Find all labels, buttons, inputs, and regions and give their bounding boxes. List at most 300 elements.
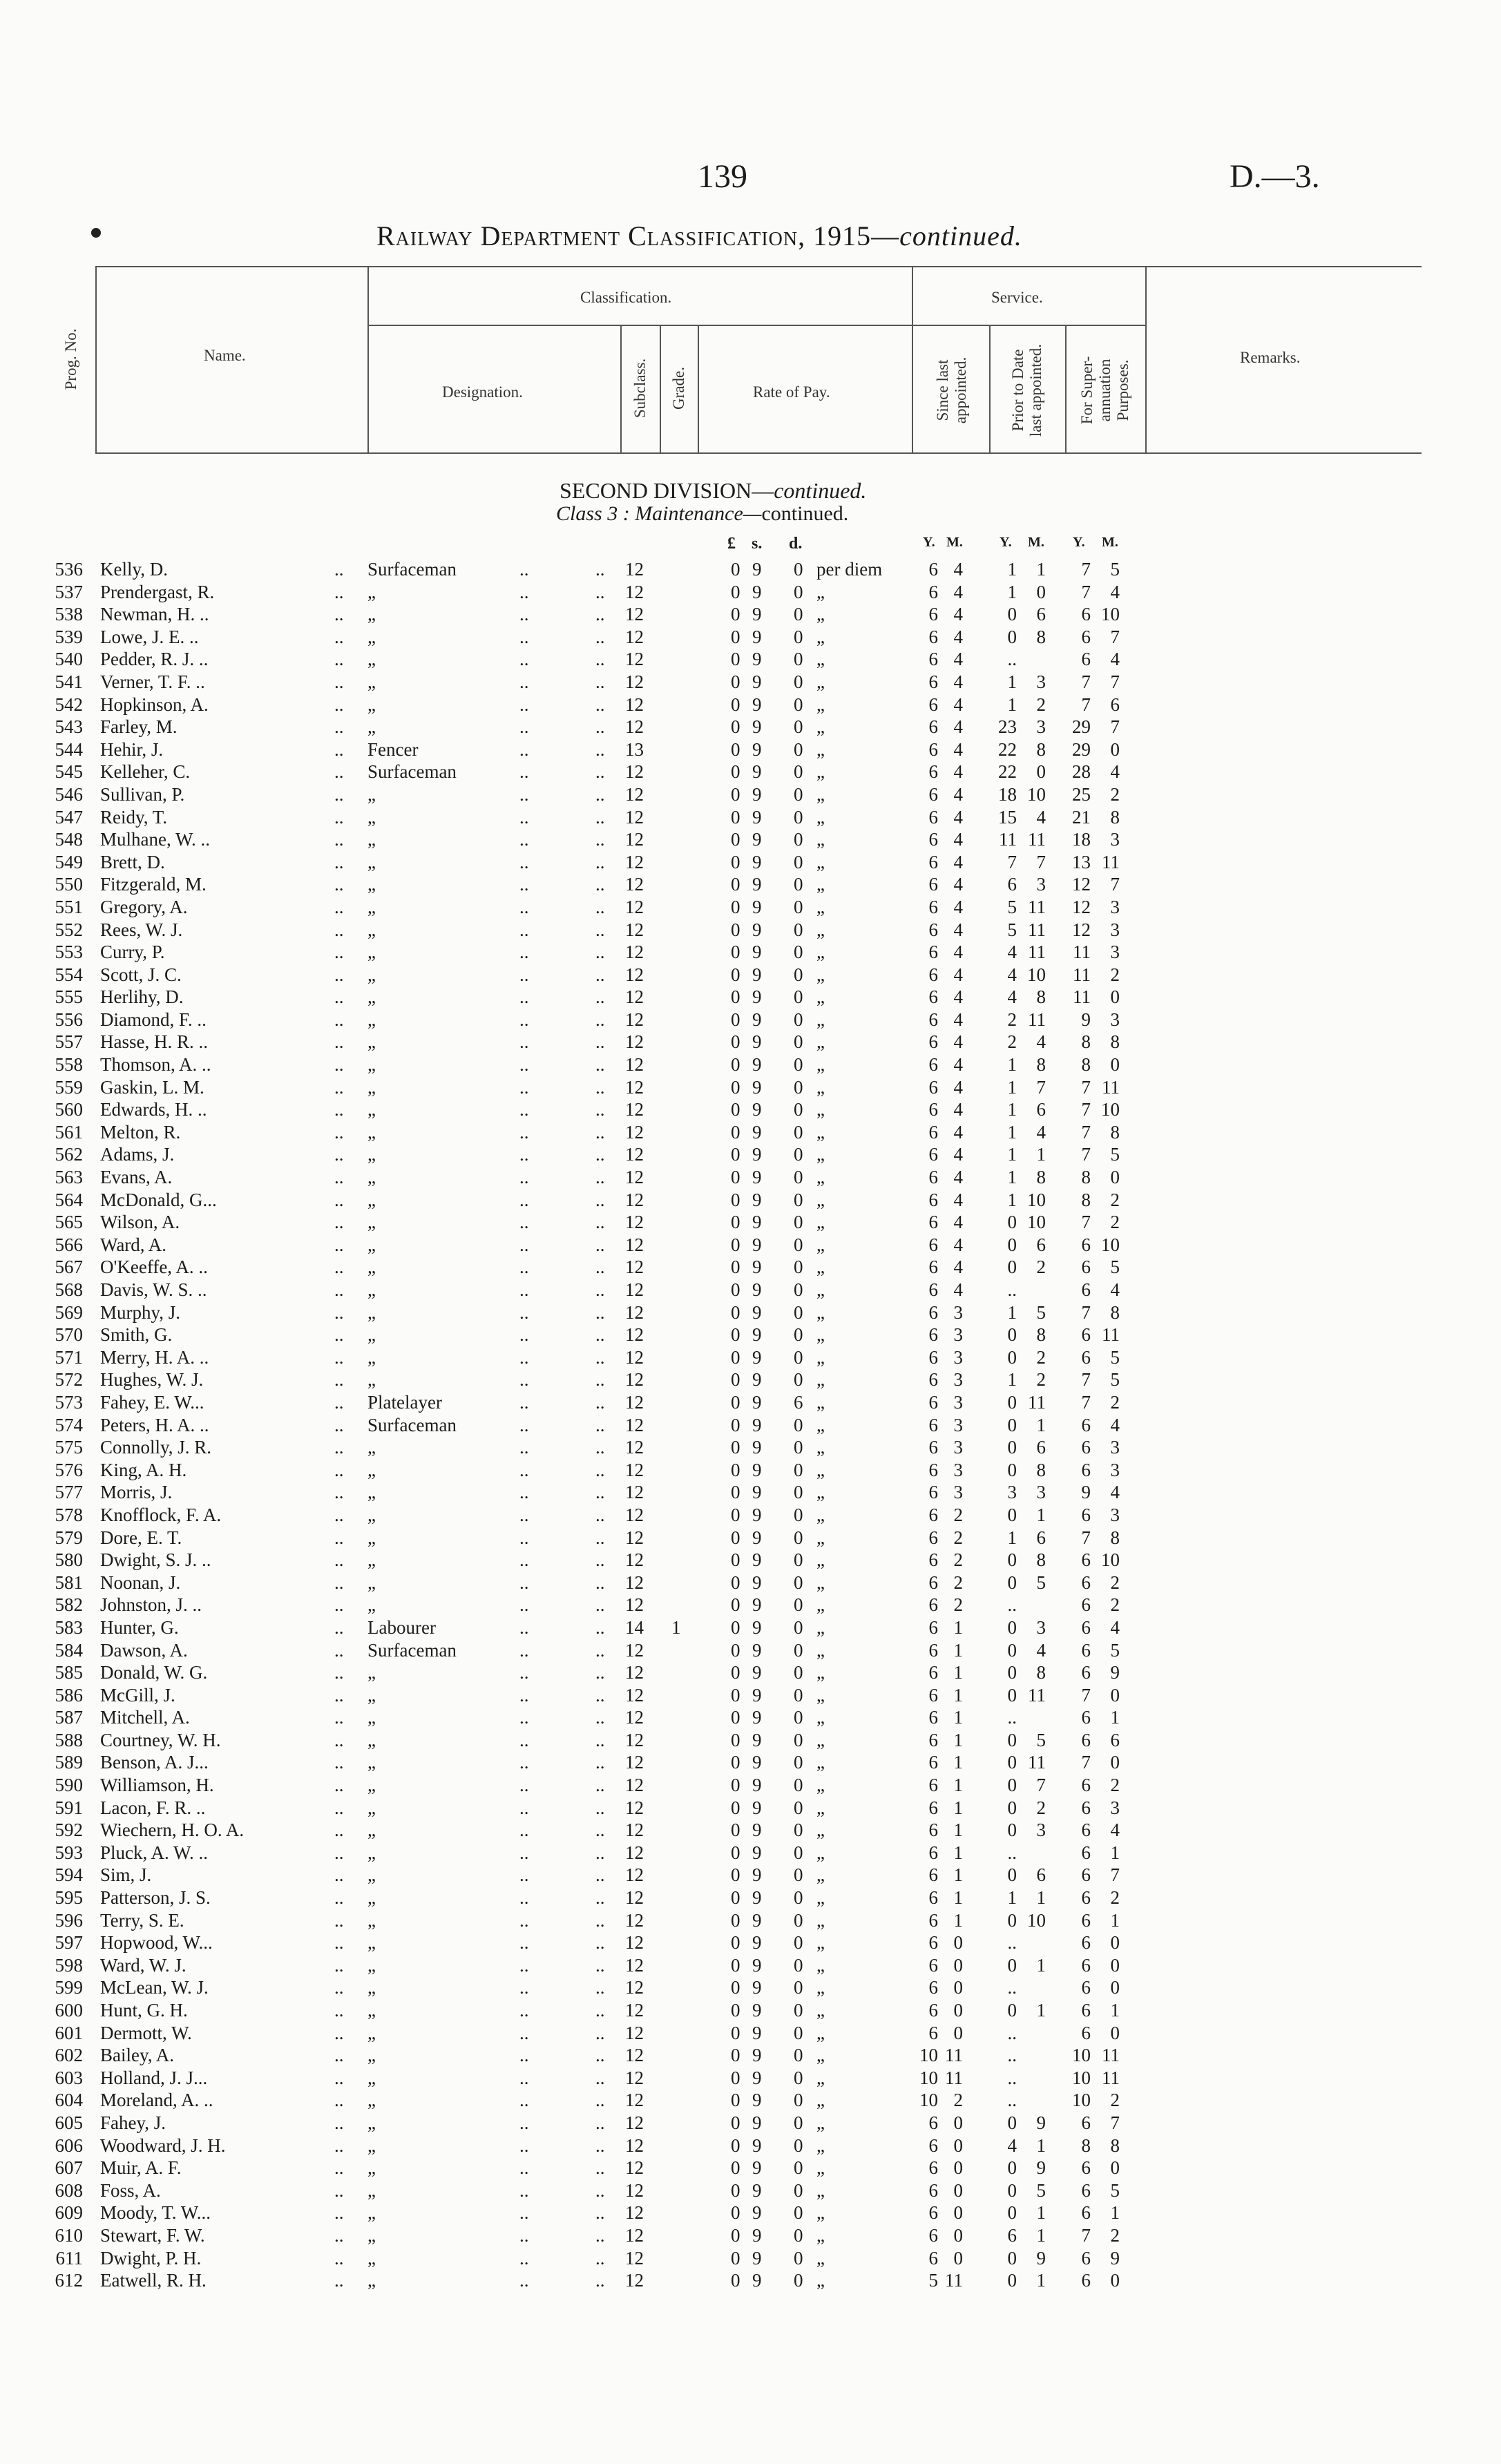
subclass: 12 [625,806,644,828]
since-months: 0 [953,2112,963,2133]
subclass: 12 [625,1234,644,1255]
bullet-mark [91,228,101,238]
prior-years: 6 [1007,874,1017,895]
super-years: 7 [1081,1684,1091,1706]
leader-dots: .. [595,1729,605,1750]
pay-pounds: 0 [731,2045,740,2066]
pay-pence: 0 [794,1482,803,1503]
leader-dots: .. [334,581,344,602]
leader-dots: .. [519,1639,529,1661]
pay-shillings: 9 [752,851,762,872]
leader-dots: .. [595,1684,605,1706]
pay-shillings: 9 [752,2247,762,2269]
prior-years: 1 [1007,1189,1017,1210]
since-years: 6 [928,559,938,580]
pay-pence: 0 [794,1301,803,1323]
since-months: 1 [953,1707,963,1728]
designation: „ [367,1752,376,1773]
designation: „ [367,626,376,647]
subclass: 12 [625,2247,644,2269]
leader-dots: .. [595,1752,605,1773]
super-months: 8 [1110,1121,1120,1143]
employee-name: Smith, G. [100,1324,173,1346]
prior-years: 1 [1007,671,1017,692]
employee-name: Eatwell, R. H. [100,2270,207,2291]
prog-no: 554 [55,964,83,985]
since-months: 1 [953,1662,963,1683]
prior-years: 1 [1007,1144,1017,1165]
leader-dots: .. [519,2247,529,2269]
super-months: 6 [1110,694,1120,715]
since-months: 4 [953,559,963,580]
subclass: 12 [625,671,644,692]
table-row [0,761,1501,783]
super-months: 10 [1101,1549,1120,1571]
prog-no: 557 [55,1031,83,1053]
header-top-rule [95,266,1422,267]
table-row [0,986,1501,1009]
table-row [0,1774,1501,1797]
prior-months: 1 [1036,1504,1046,1525]
prog-no: 560 [55,1099,83,1120]
table-row [0,1976,1501,1999]
super-years: 6 [1081,1932,1091,1954]
since-years: 6 [928,1842,938,1863]
pay-pounds: 0 [731,604,740,625]
subclass: 13 [625,738,644,760]
pay-shillings: 9 [752,1459,762,1480]
pay-pounds: 0 [731,2247,740,2269]
prior-years: 18 [998,783,1017,805]
super-years: 11 [1073,964,1091,985]
leader-dots: .. [334,1009,344,1030]
since-months: 1 [953,1797,963,1818]
pay-pounds: 0 [731,1616,740,1638]
leader-dots: .. [519,2067,529,2088]
leader-dots: .. [334,1212,344,1233]
since-years: 6 [928,1257,938,1278]
pay-period: „ [816,1031,825,1053]
since-months: 0 [953,1954,963,1976]
designation: „ [367,716,376,738]
leader-dots: .. [595,2090,605,2111]
pay-pounds: 0 [731,1662,740,1683]
prior-months: 8 [1036,738,1046,760]
prog-no: 603 [55,2067,83,2088]
prog-no: 580 [55,1549,83,1571]
pay-period: „ [816,1594,825,1616]
leader-dots: .. [334,1707,344,1728]
prog-no: 610 [55,2224,83,2246]
subclass: 12 [625,2179,644,2201]
super-years: 6 [1081,1437,1091,1458]
employee-name: Diamond, F. .. [100,1009,207,1030]
pay-pounds: 0 [731,1752,740,1773]
leader-dots: .. [595,1842,605,1863]
pay-shillings: 9 [752,1054,762,1076]
prog-no: 601 [55,2022,83,2043]
subclass: 12 [625,2067,644,2088]
col-divider [620,325,622,452]
since-months: 4 [953,964,963,985]
designation: „ [367,2247,376,2269]
designation: „ [367,919,376,940]
employee-name: Hopwood, W... [100,1932,213,1954]
unit-months: M. [1028,535,1044,550]
since-months: 4 [953,1257,963,1278]
subclass: 12 [625,1594,644,1616]
super-years: 13 [1072,851,1091,872]
pay-period: „ [816,783,825,805]
table-row [0,1234,1501,1257]
leader-dots: .. [519,1099,529,1120]
header-service: Service. [991,289,1043,306]
since-months: 4 [953,1212,963,1233]
prior-years: 0 [1007,1616,1017,1638]
pay-shillings: 9 [752,1279,762,1300]
pay-pence: 0 [794,2090,803,2111]
leader-dots: .. [595,2022,605,2043]
employee-name: Stewart, F. W. [100,2224,205,2246]
employee-name: Hopkinson, A. [100,694,209,715]
employee-name: Gregory, A. [100,896,188,917]
pay-pence: 0 [794,1775,803,1796]
since-years: 6 [928,1391,938,1413]
super-months: 8 [1110,2134,1120,2156]
pay-pounds: 0 [731,1414,740,1435]
leader-dots: .. [519,604,529,625]
super-years: 6 [1081,2157,1091,2179]
prior-months: 7 [1036,1076,1046,1098]
employee-name: Hasse, H. R. .. [100,1031,208,1053]
prog-no: 577 [55,1482,83,1503]
subclass: 12 [625,1346,644,1368]
since-years: 6 [928,1887,938,1909]
leader-dots: .. [519,1301,529,1323]
prog-no: 608 [55,2179,83,2201]
since-months: 2 [953,1527,963,1548]
since-years: 6 [928,1909,938,1931]
super-years: 6 [1081,2179,1091,2201]
pay-shillings: 9 [752,649,762,670]
unit-months: M. [1102,535,1118,550]
pay-pounds: 0 [731,716,740,738]
pay-shillings: 9 [752,581,762,602]
employee-name: Dermott, W. [100,2022,192,2043]
designation: Platelayer [367,1391,442,1413]
pay-pence: 0 [794,2112,803,2133]
super-years: 7 [1081,559,1091,580]
prior-months: 1 [1036,2202,1046,2224]
pay-period: „ [816,1324,825,1346]
super-months: 5 [1110,559,1120,580]
leader-dots: .. [519,919,529,940]
designation: „ [367,2179,376,2201]
pay-period: „ [816,2000,825,2021]
pay-period: „ [816,1707,825,1728]
pay-period: „ [816,1391,825,1413]
since-years: 6 [928,2179,938,2201]
since-months: 1 [953,1909,963,1931]
pay-pounds: 0 [731,1031,740,1053]
prog-no: 564 [55,1189,83,1210]
prog-no: 579 [55,1527,83,1548]
super-months: 4 [1110,1482,1120,1503]
prior-years: 1 [1007,1099,1017,1120]
since-months: 0 [953,2179,963,2201]
pay-pounds: 0 [731,2090,740,2111]
super-years: 6 [1081,1346,1091,1368]
since-months: 4 [953,1189,963,1210]
super-months: 2 [1110,2090,1120,2111]
since-years: 6 [928,1662,938,1683]
employee-name: Evans, A. [100,1167,173,1188]
designation: „ [367,1842,376,1863]
since-years: 6 [928,986,938,1008]
prior-months: 11 [1028,1391,1046,1413]
leader-dots: .. [595,1797,605,1818]
prior-years: .. [1007,1932,1017,1954]
since-years: 6 [928,1324,938,1346]
pay-period: „ [816,1437,825,1458]
pay-shillings: 9 [752,1167,762,1188]
table-row [0,716,1501,738]
leader-dots: .. [334,1797,344,1818]
designation: „ [367,1797,376,1818]
since-months: 3 [953,1437,963,1458]
designation: „ [367,1121,376,1143]
pay-pounds: 0 [731,1054,740,1076]
leader-dots: .. [519,1144,529,1165]
prior-months: 8 [1036,1662,1046,1683]
pay-pounds: 0 [731,2270,740,2291]
prog-no: 539 [55,626,83,647]
since-months: 4 [953,761,963,783]
prior-years: 0 [1007,1909,1017,1931]
leader-dots: .. [334,761,344,783]
subclass: 12 [625,1009,644,1030]
pay-pounds: 0 [731,1842,740,1863]
prog-no: 544 [55,738,83,760]
service-rule [912,325,1145,326]
pay-shillings: 9 [752,559,762,580]
super-years: 7 [1081,1369,1091,1391]
prior-months: 8 [1036,626,1046,647]
leader-dots: .. [334,1144,344,1165]
leader-dots: .. [595,1707,605,1728]
subclass: 12 [625,626,644,647]
leader-dots: .. [334,2000,344,2021]
pay-pence: 0 [794,671,803,692]
super-years: 9 [1081,1009,1091,1030]
designation: „ [367,1279,376,1300]
leader-dots: .. [519,1212,529,1233]
prior-years: 4 [1007,986,1017,1008]
unit-pound: £ [727,535,736,553]
pay-period: „ [816,694,825,715]
since-months: 4 [953,1279,963,1300]
subclass: 12 [625,1504,644,1525]
unit-years: Y. [1000,535,1012,550]
division-continued: continued. [774,478,867,503]
leader-dots: .. [334,1482,344,1503]
designation: „ [367,2000,376,2021]
table-row [0,1594,1501,1616]
prior-months: 11 [1028,1684,1046,1706]
prior-years: 1 [1007,1076,1017,1098]
leader-dots: .. [595,1662,605,1683]
prior-years: 1 [1007,1527,1017,1548]
leader-dots: .. [519,1549,529,1571]
leader-dots: .. [334,2179,344,2201]
leader-dots: .. [334,559,344,580]
subclass: 12 [625,1684,644,1706]
leader-dots: .. [334,2157,344,2179]
pay-pence: 0 [794,581,803,602]
table-row [0,1481,1501,1504]
employee-name: Dwight, S. J. .. [100,1549,211,1571]
subclass: 12 [625,1797,644,1818]
super-years: 6 [1081,1414,1091,1435]
prior-months: 2 [1036,1369,1046,1391]
pay-period: „ [816,1189,825,1210]
prior-years: 0 [1007,2202,1017,2224]
pay-pence: 0 [794,2157,803,2179]
employee-name: Newman, H. .. [100,604,209,625]
leader-dots: .. [334,1549,344,1571]
pay-period: „ [816,2247,825,2269]
designation: „ [367,2022,376,2043]
designation: Surfaceman [367,1414,457,1435]
pay-shillings: 9 [752,1932,762,1954]
pay-pounds: 0 [731,1932,740,1954]
leader-dots: .. [334,1752,344,1773]
pay-pounds: 0 [731,2000,740,2021]
leader-dots: .. [334,1932,344,1954]
table-row [0,581,1501,604]
subclass: 12 [625,649,644,670]
since-years: 6 [928,694,938,715]
table-row [0,806,1501,829]
leader-dots: .. [334,2224,344,2246]
prog-no: 600 [55,2000,83,2021]
since-years: 6 [928,1076,938,1098]
super-months: 3 [1110,1437,1120,1458]
super-years: 8 [1081,1054,1091,1076]
leader-dots: .. [519,1572,529,1593]
leader-dots: .. [334,1684,344,1706]
prog-no: 602 [55,2045,83,2066]
pay-period: „ [816,1459,825,1480]
since-months: 4 [953,851,963,872]
leader-dots: .. [334,626,344,647]
pay-period: „ [816,2270,825,2291]
table-row [0,2247,1501,2270]
prior-years: 15 [998,806,1017,828]
designation: „ [367,581,376,602]
prog-no: 565 [55,1212,83,1233]
super-months: 0 [1110,1932,1120,1954]
leader-dots: .. [334,1616,344,1638]
leader-dots: .. [595,2067,605,2088]
table-row [0,1053,1501,1076]
since-years: 6 [928,1594,938,1616]
leader-dots: .. [595,1346,605,1368]
table-row [0,1076,1501,1099]
since-years: 6 [928,2112,938,2133]
subclass: 12 [625,1076,644,1098]
leader-dots: .. [595,986,605,1008]
prior-months: 11 [1028,829,1046,850]
employee-name: O'Keeffe, A. .. [100,1257,208,1278]
pay-pence: 0 [794,1504,803,1525]
leader-dots: .. [595,559,605,580]
pay-period: „ [816,1549,825,1571]
super-months: 7 [1110,626,1120,647]
pay-period: „ [816,1121,825,1143]
pay-shillings: 9 [752,1775,762,1796]
leader-dots: .. [519,1752,529,1773]
since-years: 6 [928,1437,938,1458]
prior-months: 11 [1028,942,1046,963]
prior-months: 4 [1036,1639,1046,1661]
prog-no: 589 [55,1752,83,1773]
since-years: 6 [928,1099,938,1120]
table-row [0,2089,1501,2112]
pay-pounds: 0 [731,1279,740,1300]
super-months: 2 [1110,1887,1120,1909]
subclass: 12 [625,1437,644,1458]
pay-pence: 0 [794,1279,803,1300]
designation: „ [367,1527,376,1548]
prior-months: 8 [1036,986,1046,1008]
leader-dots: .. [334,604,344,625]
super-months: 2 [1110,1572,1120,1593]
designation: „ [367,964,376,985]
super-years: 6 [1081,1842,1091,1863]
super-months: 5 [1110,2179,1120,2201]
pay-period: „ [816,986,825,1008]
leader-dots: .. [595,1189,605,1210]
table-row [0,1864,1501,1887]
leader-dots: .. [334,1121,344,1143]
leader-dots: .. [334,1954,344,1976]
leader-dots: .. [595,1954,605,1976]
table-row [0,1189,1501,1212]
leader-dots: .. [519,1369,529,1391]
pay-period: „ [816,1616,825,1638]
super-years: 12 [1072,874,1091,895]
prior-years: 0 [1007,1639,1017,1661]
pay-pence: 0 [794,851,803,872]
prog-no: 609 [55,2202,83,2224]
pay-period: „ [816,649,825,670]
prior-years: 0 [1007,1954,1017,1976]
table-row [0,1504,1501,1527]
super-years: 12 [1072,896,1091,917]
table-row [0,1346,1501,1369]
since-years: 6 [928,829,938,850]
since-years: 6 [928,783,938,805]
prior-months: 4 [1036,806,1046,828]
subclass: 12 [625,1729,644,1750]
employee-name: Ward, A. [100,1234,167,1255]
prior-years: 0 [1007,2270,1017,2291]
prog-no: 561 [55,1121,83,1143]
subclass: 12 [625,1707,644,1728]
pay-pence: 0 [794,1189,803,1210]
prog-no: 538 [55,604,83,625]
